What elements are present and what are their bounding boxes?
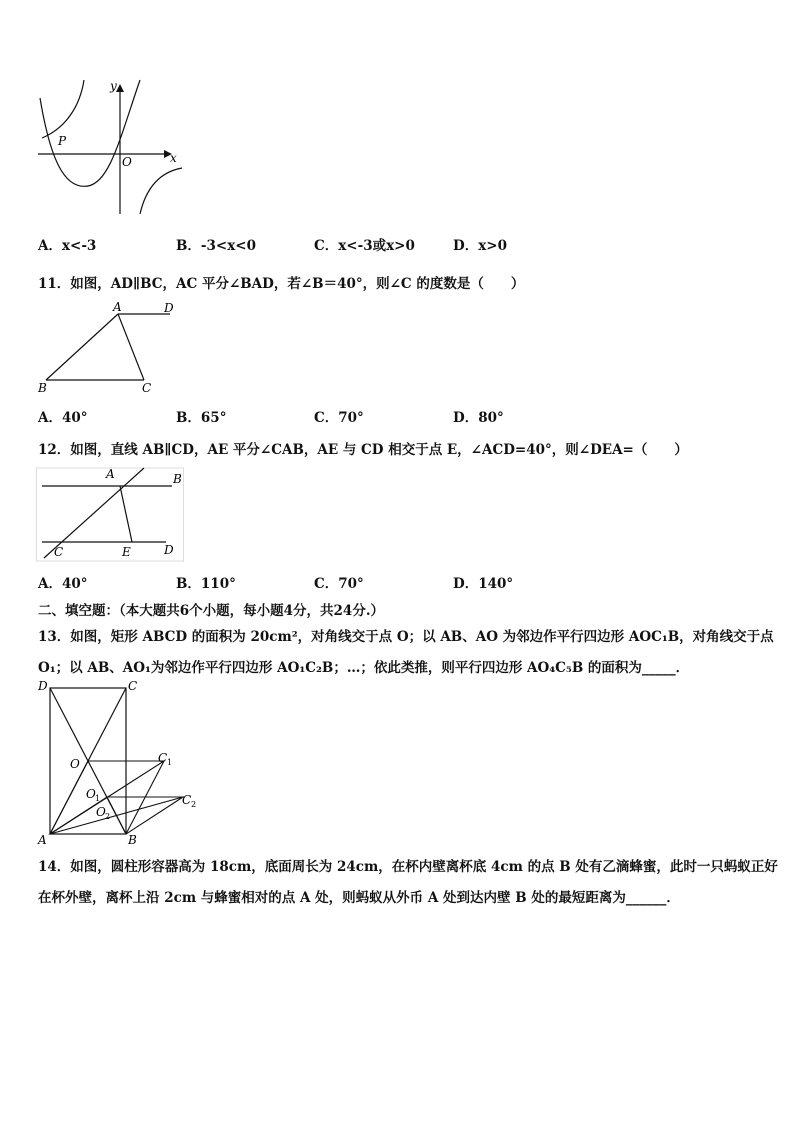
label-c2: C [182,793,192,807]
section-2-title: 二、填空题：（本大题共6个小题，每小题4分，共24分.） [38,603,385,619]
q10-option-b: B．-3<x<0 [176,238,256,254]
q10-option-d: D．x>0 [453,238,507,254]
label-b: B [38,381,47,395]
segment-ab [46,314,118,380]
label-o2-sub: 2 [105,812,111,821]
label-c: C [54,545,64,559]
label-c: C [142,381,152,395]
label-d: D [164,543,174,557]
origin-label: O [122,155,132,169]
q11-stem: 11．如图，AD∥BC，AC 平分∠BAD，若∠B＝40°，则∠C 的度数是（ ） [38,276,525,292]
label-b: B [128,833,137,847]
label-a: A [106,467,115,481]
q13-line-2: O₁；以 AB、AO₁为邻边作平行四边形 AO₁C₂B；…；依此类推，则平行四边形 AO₄C₅B 的面积为_____． [38,660,690,676]
label-a: A [113,300,122,314]
q12-option-a: A．40° [38,576,88,592]
q11-option-d: D．80° [453,410,504,426]
q14-line-1: 14．如图，圆柱形容器高为 18cm，底面周长为 24cm，在杯内壁离杯底 4cm 的点 B 处有乙滴蜂蜜，此时一只蚂蚁正好 [38,859,778,875]
label-d: D [38,679,48,693]
label-o1: O [86,787,96,801]
q11-option-a: A．40° [38,410,88,426]
figure-q11-triangle [36,298,186,396]
point-p-label: P [58,134,67,148]
label-e: E [122,545,131,559]
q13-line-1: 13．如图，矩形 ABCD 的面积为 20cm²，对角线交于点 O；以 AB、AO 为邻边作平行四边形 AOC₁B，对角线交于点 [38,629,774,645]
label-c1-sub: 1 [167,758,173,767]
q12-option-c: C．70° [314,576,364,592]
hyperbola-right-branch [140,168,182,214]
label-o1-sub: 1 [95,794,101,803]
label-c2-sub: 2 [191,800,197,809]
q11-option-c: C．70° [314,410,364,426]
q12-stem: 12．如图，直线 AB∥CD，AE 平分∠CAB，AE 与 CD 相交于点 E，∠ACD=40°，则∠DEA=（ ） [38,442,688,458]
q10-option-a: A．x<-3 [38,238,97,254]
q10-option-c: C．x<-3或x>0 [314,238,415,254]
q12-option-d: D．140° [453,576,514,592]
label-d: D [164,301,174,315]
label-a: A [38,833,47,847]
segment-ae [120,486,132,542]
label-c1: C [158,751,168,765]
hyperbola-left-branch [42,80,84,138]
y-axis-arrow [116,84,124,92]
q12-option-b: B．110° [176,576,236,592]
q11-option-b: B．65° [176,410,227,426]
q14-line-2: 在杯外壁，离杯上沿 2cm 与蜂蜜相对的点 A 处，则蚂蚁从外币 A 处到达内壁 B 处的最短距离为______． [38,890,680,906]
figure-q12-parallel-lines [36,462,186,562]
label-o: O [70,757,80,771]
figure-q10-graph [36,78,186,218]
x-axis-label: x [170,151,177,165]
y-axis-label: y [110,79,117,93]
figure-q13-rectangle [36,676,206,848]
label-c: C [128,679,138,693]
segment-ac [118,314,144,380]
parabola-curve [40,80,140,186]
label-o2: O [96,805,106,819]
label-b: B [173,472,182,486]
